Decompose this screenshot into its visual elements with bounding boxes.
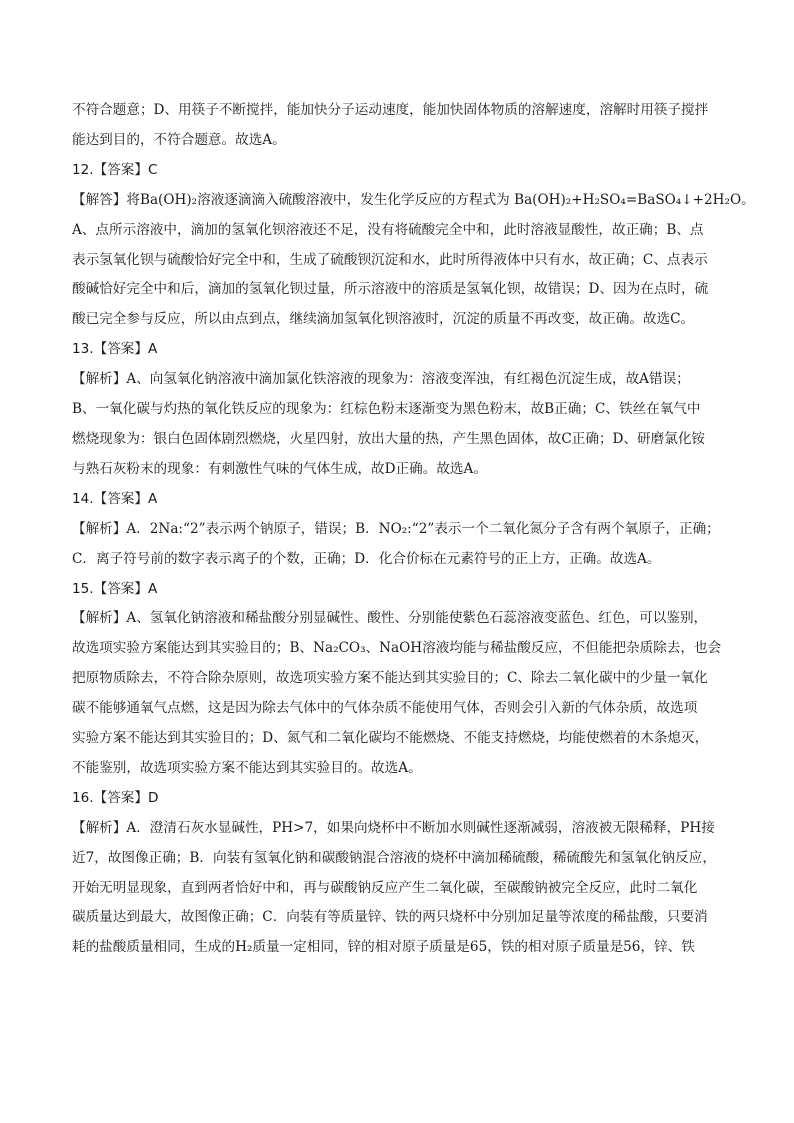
text-line: 把原物质除去，不符合除杂原则，故选项实验方案不能达到其实验目的；C、除去二氧化碳中的少量一氧化 <box>72 670 708 687</box>
text-line: 【解析】A、向氢氧化钠溶液中滴加氯化铁溶液的现象为：溶液变浑浊，有红褐色沉淀生成，故A错误； <box>72 371 690 388</box>
text-line: B、一氧化碳与灼热的氧化铁反应的现象为：红棕色粉末逐渐变为黑色粉末，故B正确；C、铁丝在氧气中 <box>72 401 701 418</box>
text-line: 能达到目的，不符合题意。故选A。 <box>72 131 286 148</box>
text-line: 燃烧现象为：银白色固体剧烈燃烧，火星四射，放出大量的热，产生黑色固体，故C正确；D、研磨氯化铵 <box>72 430 706 447</box>
answer-heading-12: 12.【答案】C <box>72 161 158 178</box>
text-line: 不符合题意；D、用筷子不断搅拌，能加快分子运动速度，能加快固体物质的溶解速度，溶解时用筷子搅拌 <box>72 102 709 118</box>
text-line: 【解析】A．2Na:“2”表示两个钠原子，错误；B．NO₂:“2”表示一个二氧化氮分子含有两个氧原子，正确； <box>72 520 720 537</box>
answer-heading-13: 13.【答案】A <box>72 341 158 358</box>
text-line: 【解析】A．澄清石灰水显碱性，PH>7，如果向烧杯中不断加水则碱性逐渐减弱，溶液被无限稀释，PH接 <box>72 819 715 836</box>
text-line: 开始无明显现象，直到两者恰好中和，再与碳酸钠反应产生二氧化碳，至碳酸钠被完全反应，此时二氧化 <box>72 879 698 896</box>
text-line: 故选项实验方案能达到其实验目的；B、Na₂CO₃、NaOH溶液均能与稀盐酸反应，不但能把杂质除去，也会 <box>72 640 722 657</box>
text-line: 近7，故图像正确；B．向装有氢氧化钠和碳酸钠混合溶液的烧杯中滴加稀硫酸，稀硫酸先和氢氧化钠反应， <box>72 849 716 866</box>
answer-heading-14: 14.【答案】A <box>72 490 158 507</box>
answer-heading-15: 15.【答案】A <box>72 580 158 597</box>
text-line: 表示氢氧化钡与硫酸恰好完全中和，生成了硫酸钡沉淀和水，此时所得液体中只有水，故正确；C、点表示 <box>72 251 708 268</box>
text-line: 【解答】将Ba(OH)₂溶液逐滴滴入硫酸溶液中，发生化学反应的方程式为 Ba(OH)₂+H₂SO₄=BaSO₄↓+2H₂O。 <box>72 191 755 208</box>
text-line: A、点所示溶液中，滴加的氢氧化钡溶液还不足，没有将硫酸完全中和，此时溶液显酸性，故正确；B、点 <box>72 221 704 238</box>
text-line: 不能鉴别，故选项实验方案不能达到其实验目的。故选A。 <box>72 759 422 776</box>
text-line: C．离子符号前的数字表示离子的个数，正确；D．化合价标在元素符号的正上方，正确。故选A。 <box>72 550 661 567</box>
text-line: 实验方案不能达到其实验目的；D、氮气和二氧化碳均不能燃烧、不能支持燃烧，均能使燃着的木条熄灭， <box>72 730 709 747</box>
text-line: 与熟石灰粉末的现象：有刺激性气味的气体生成，故D正确。故选A。 <box>72 460 487 477</box>
document-page <box>72 96 755 963</box>
text-line: 酸已完全参与反应，所以由点到点，继续滴加氢氧化钡溶液时，沉淀的质量不再改变，故正确。故选C。 <box>72 311 695 328</box>
answer-heading-16: 16.【答案】D <box>72 789 159 806</box>
text-line: 酸碱恰好完全中和后，滴加的氢氧化钡过量，所示溶液中的溶质是氢氧化钡，故错误；D、因为在点时，硫 <box>72 281 709 298</box>
text-line: 碳质量达到最大，故图像正确；C．向装有等质量锌、铁的两只烧杯中分别加足量等浓度的稀盐酸，只要消 <box>72 909 708 926</box>
text-line: 碳不能够通氧气点燃，这是因为除去气体中的气体杂质不能使用气体，否则会引入新的气体杂质，故选项 <box>72 700 698 717</box>
text-line: 耗的盐酸质量相同，生成的H₂质量一定相同，锌的相对原子质量是65，铁的相对原子质量是56，锌、铁 <box>72 939 695 956</box>
text-line: 【解析】A、氢氧化钠溶液和稀盐酸分别显碱性、酸性、分别能使紫色石蕊溶液变蓝色、红色，可以鉴别， <box>72 610 708 627</box>
